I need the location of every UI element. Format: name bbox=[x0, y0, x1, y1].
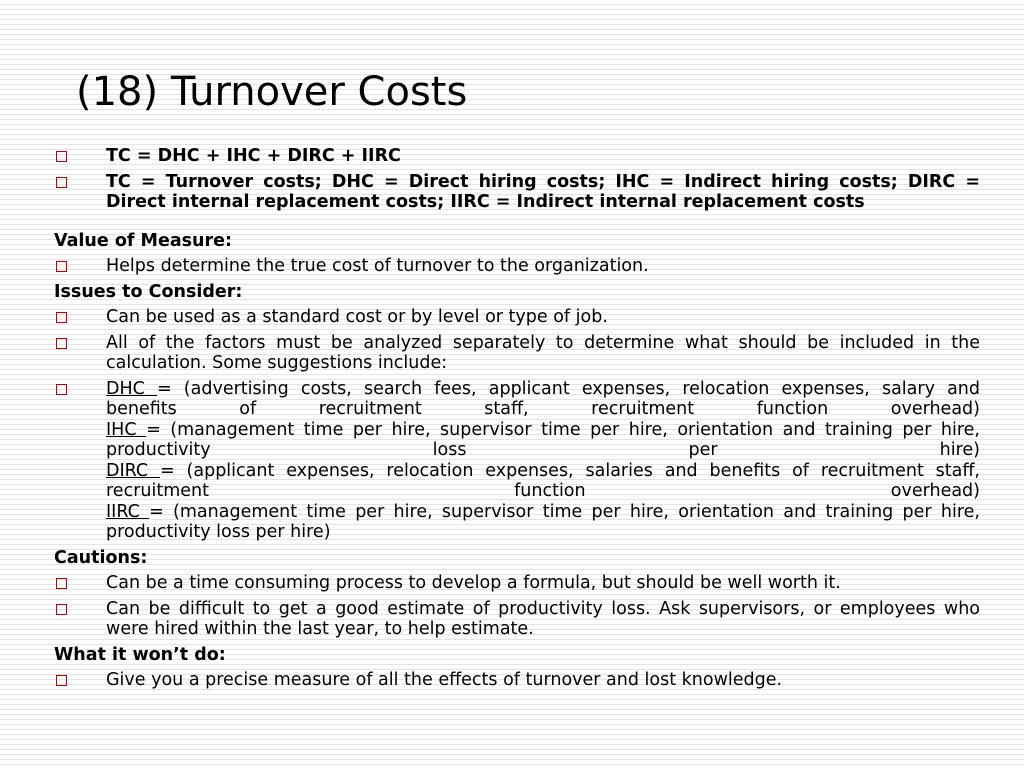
square-bullet-icon bbox=[56, 338, 67, 349]
bullet-value bbox=[54, 256, 980, 277]
definitions-text: TC = Turnover costs; DHC = Direct hiring costs; IHC = Indirect hiring costs; DIRC = Direct internal replacement costs; IIRC = Indirect internal replacement costs bbox=[106, 171, 980, 212]
bullet-components bbox=[54, 379, 980, 543]
bullet-formula bbox=[54, 146, 980, 167]
bullet-caution-1 bbox=[54, 573, 980, 594]
slide-title: (18) Turnover Costs bbox=[76, 69, 468, 115]
bullet-issue-1 bbox=[54, 307, 980, 328]
bullet-issue-2 bbox=[54, 333, 980, 374]
square-bullet-icon bbox=[56, 261, 67, 272]
caution-item-text: Can be a time consuming process to develop a formula, but should be well worth it. bbox=[106, 573, 841, 593]
component-text: = (applicant expenses, relocation expenses, salaries and benefits of recruitment staff, recruitment function overhead) bbox=[106, 460, 980, 501]
slide-content bbox=[54, 146, 980, 696]
formula-text: TC = DHC + IHC + DIRC + IIRC bbox=[106, 146, 401, 166]
wont-heading: What it won’t do: bbox=[54, 644, 226, 665]
component-abbr: IHC bbox=[106, 419, 147, 440]
component-text: = (management time per hire, supervisor time per hire, orientation and training per hire, productivity loss per hire) bbox=[106, 419, 980, 460]
square-bullet-icon bbox=[56, 312, 67, 323]
bullet-caution-2 bbox=[54, 599, 980, 640]
component-dirc bbox=[106, 461, 980, 502]
square-bullet-icon bbox=[56, 151, 67, 162]
bullet-wont bbox=[54, 670, 980, 691]
component-ihc bbox=[106, 420, 980, 461]
component-text: = (management time per hire, supervisor time per hire, orientation and training per hire, productivity loss per hire) bbox=[106, 501, 980, 542]
square-bullet-icon bbox=[56, 177, 67, 188]
component-dhc bbox=[106, 379, 980, 420]
wont-item-text: Give you a precise measure of all the effects of turnover and lost knowledge. bbox=[106, 670, 783, 690]
issues-heading: Issues to Consider: bbox=[54, 281, 243, 302]
square-bullet-icon bbox=[56, 675, 67, 686]
value-heading: Value of Measure: bbox=[54, 230, 233, 251]
square-bullet-icon bbox=[56, 384, 67, 395]
component-text: = (advertising costs, search fees, applicant expenses, relocation expenses, salary and benefits of recruitment staff, recruitment function overhead) bbox=[106, 378, 981, 419]
caution-item-text: Can be difficult to get a good estimate of productivity loss. Ask supervisors, or employees who were hired within the last year, to help estimate. bbox=[106, 598, 980, 639]
cautions-heading: Cautions: bbox=[54, 547, 148, 568]
square-bullet-icon bbox=[56, 578, 67, 589]
component-abbr: DHC bbox=[106, 378, 157, 399]
square-bullet-icon bbox=[56, 604, 67, 615]
bullet-definitions bbox=[54, 172, 980, 213]
issue-item-text: Can be used as a standard cost or by level or type of job. bbox=[106, 307, 608, 327]
component-abbr: IIRC bbox=[106, 501, 150, 522]
component-abbr: DIRC bbox=[106, 460, 161, 481]
issue-item-text: All of the factors must be analyzed separately to determine what should be included in the calculation. Some suggestions include: bbox=[106, 332, 980, 373]
component-iirc bbox=[106, 502, 980, 543]
value-item-text: Helps determine the true cost of turnover to the organization. bbox=[106, 256, 649, 276]
